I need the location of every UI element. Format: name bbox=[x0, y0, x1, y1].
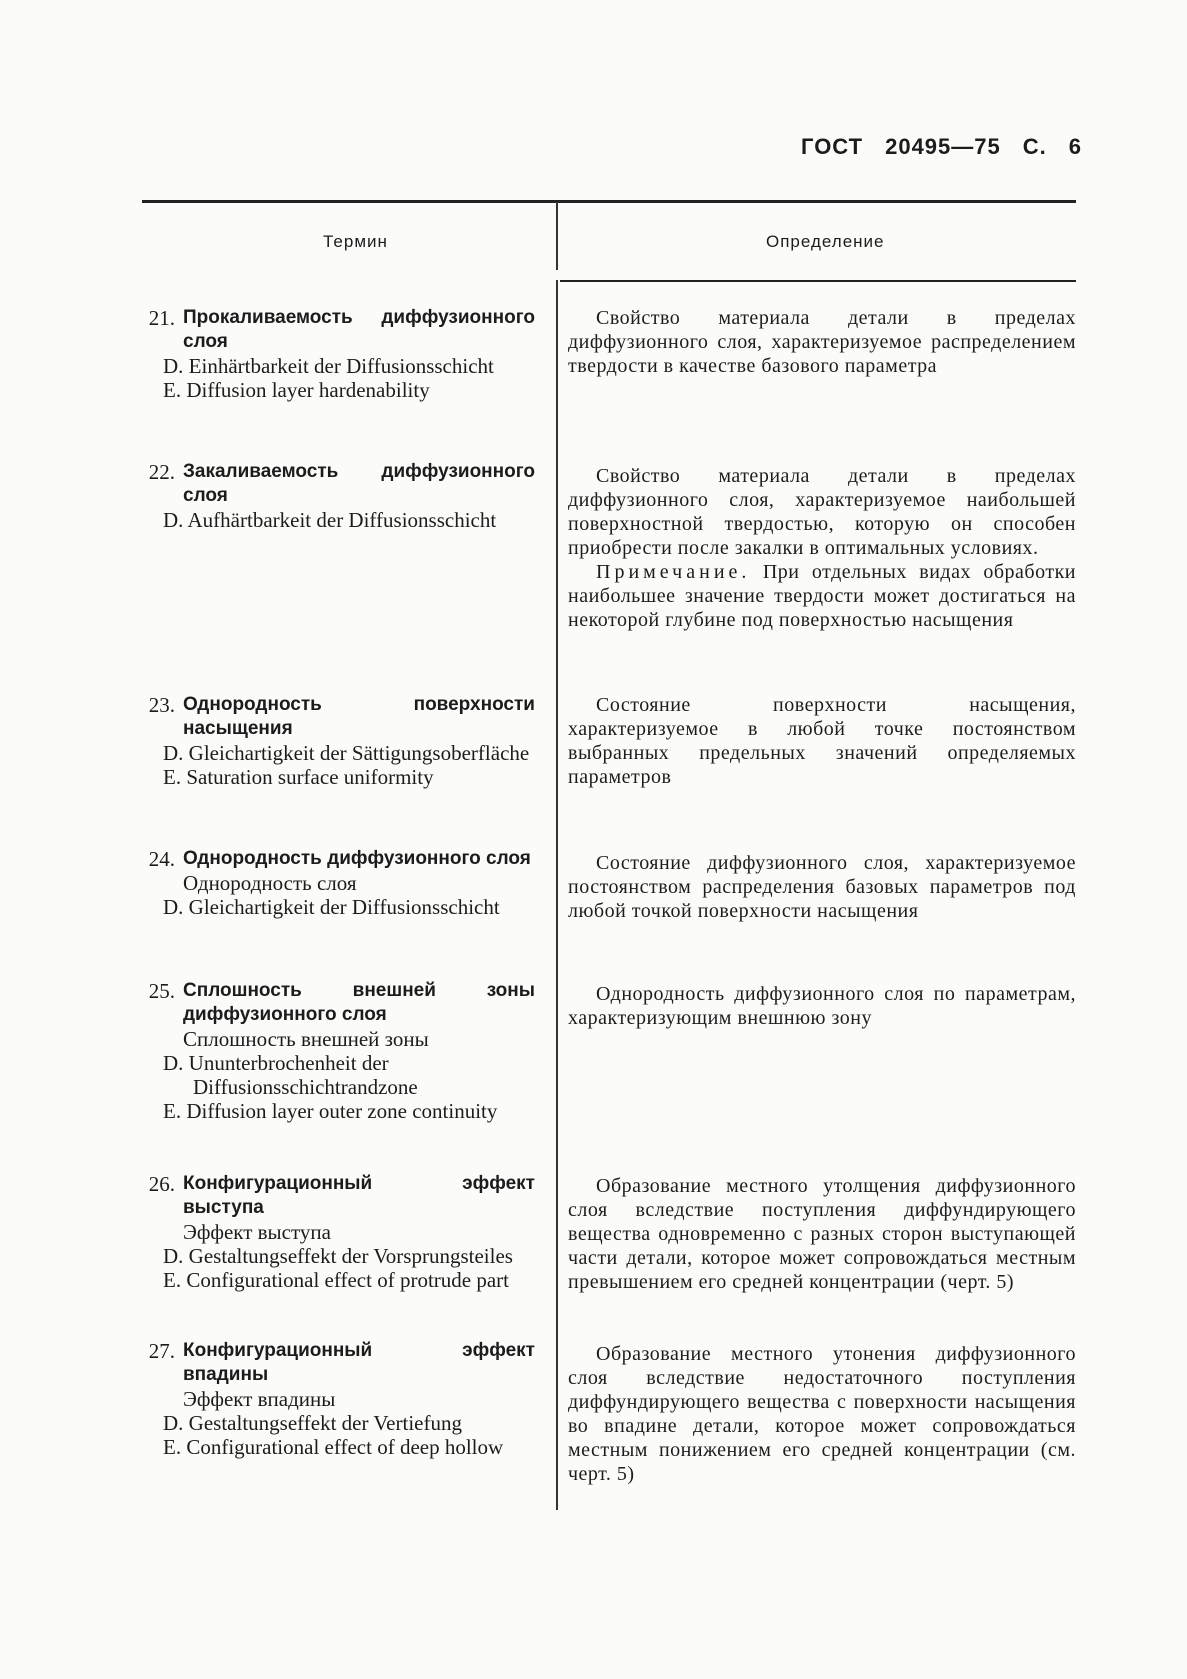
term-german: D. Gleichartigkeit der Diffusionsschicht bbox=[163, 895, 500, 919]
definition-text: Образование местного утонения диффузионного слоя вследствие недостаточного поступления диффундирующего вещества с поверхности насыщения во впадине детали, которое может сопровождаться местным понижением его средней концентрации (см. черт. 5) bbox=[568, 1343, 1076, 1485]
entry-number: 22. bbox=[148, 460, 175, 484]
definition-note bbox=[568, 560, 1076, 632]
table-top-rule bbox=[142, 200, 1076, 203]
header-underline bbox=[560, 280, 1076, 282]
definition-26 bbox=[568, 1174, 1076, 1294]
term-german: D. Einhärtbarkeit der Diffusionsschicht bbox=[163, 354, 494, 378]
term-entry-22 bbox=[130, 460, 535, 532]
term-english: E. Configurational effect of deep hollow bbox=[163, 1435, 504, 1459]
definition-25 bbox=[568, 982, 1076, 1030]
column-divider bbox=[556, 280, 558, 1510]
term-name: Прокаливаемость диффузионного слоя bbox=[183, 307, 535, 352]
term-entry-21 bbox=[130, 306, 535, 402]
page-header bbox=[801, 134, 1082, 160]
term-german: D. Gestaltungseffekt der Vorsprungsteiles bbox=[163, 1244, 513, 1268]
entry-number: 21. bbox=[148, 306, 175, 330]
entry-number: 27. bbox=[148, 1339, 175, 1363]
term-synonym: Однородность слоя bbox=[183, 871, 357, 895]
term-entry-25 bbox=[130, 979, 535, 1123]
definition-text: Состояние диффузионного слоя, характеризуемое постоянством распределения базовых параметров под любой точкой поверхности насыщения bbox=[568, 852, 1076, 922]
definition-24 bbox=[568, 851, 1076, 923]
entry-number: 26. bbox=[148, 1172, 175, 1196]
term-entry-26 bbox=[130, 1172, 535, 1292]
definition-23 bbox=[568, 693, 1076, 789]
definition-text: Состояние поверхности насыщения, характеризуемое в любой точке постоянством выбранных предельных значений определяемых параметров bbox=[568, 694, 1076, 788]
term-name: Однородность диффузионного слоя bbox=[183, 848, 531, 869]
column-header-definition: Определение bbox=[766, 232, 885, 251]
term-synonym: Сплошность внешней зоны bbox=[183, 1027, 429, 1051]
note-text: При отдельных видах обработки наибольшее значение твердости может достигаться на некоторой глубине под поверхностью насыщения bbox=[568, 561, 1076, 631]
term-name: Закаливаемость диффузионного слоя bbox=[183, 461, 535, 506]
term-german: D. Gestaltungseffekt der Vertiefung bbox=[163, 1411, 462, 1435]
term-english: E. Diffusion layer outer zone continuity bbox=[163, 1099, 498, 1123]
term-entry-27 bbox=[130, 1339, 535, 1459]
note-label: Примечание. bbox=[596, 561, 751, 583]
definition-21 bbox=[568, 306, 1076, 378]
definition-27 bbox=[568, 1342, 1076, 1486]
column-divider-header bbox=[556, 202, 558, 270]
entry-number: 23. bbox=[148, 693, 175, 717]
term-synonym: Эффект выступа bbox=[183, 1220, 331, 1244]
definition-text: Образование местного утолщения диффузионного слоя вследствие поступления диффундирующего вещества одновременно с разных сторон выступающей части детали, которое может сопровождаться местным превышением его средней концентрации (черт. 5) bbox=[568, 1175, 1076, 1293]
term-german: D. Gleichartigkeit der Sättigungsoberfläche bbox=[163, 741, 530, 765]
term-synonym: Эффект впадины bbox=[183, 1387, 336, 1411]
term-name: Конфигурационный эффект выступа bbox=[183, 1173, 535, 1218]
page-number: 6 bbox=[1068, 134, 1082, 159]
entry-number: 25. bbox=[148, 979, 175, 1003]
definition-text: Свойство материала детали в пределах диффузионного слоя, характеризуемое наибольшей поверхностной твердостью, которую он способен приобрести после закалки в оптимальных условиях. bbox=[568, 465, 1076, 559]
term-english: E. Saturation surface uniformity bbox=[163, 765, 434, 789]
entry-number: 24. bbox=[148, 847, 175, 871]
standard-number: 20495—75 bbox=[885, 134, 1001, 159]
standard-label: ГОСТ bbox=[801, 134, 864, 159]
term-entry-23 bbox=[130, 693, 535, 789]
term-german: D. Aufhärtbarkeit der Diffusionsschicht bbox=[163, 508, 497, 532]
term-german: D. Ununterbrochenheit der Diffusionsschichtrandzone bbox=[163, 1051, 418, 1099]
column-header-term: Термин bbox=[323, 232, 388, 251]
definition-22 bbox=[568, 464, 1076, 632]
definition-text: Свойство материала детали в пределах диффузионного слоя, характеризуемое распределением твердости в качестве базового параметра bbox=[568, 307, 1076, 377]
term-name: Однородность поверхности насыщения bbox=[183, 694, 535, 739]
definition-text: Однородность диффузионного слоя по параметрам, характеризующим внешнюю зону bbox=[568, 983, 1076, 1029]
term-english: E. Diffusion layer hardenability bbox=[163, 378, 430, 402]
page-label: С. bbox=[1022, 134, 1047, 159]
term-english: E. Configurational effect of protrude part bbox=[163, 1268, 509, 1292]
term-name: Сплошность внешней зоны диффузионного слоя bbox=[183, 980, 535, 1025]
term-entry-24 bbox=[130, 847, 535, 919]
term-name: Конфигурационный эффект впадины bbox=[183, 1340, 535, 1385]
